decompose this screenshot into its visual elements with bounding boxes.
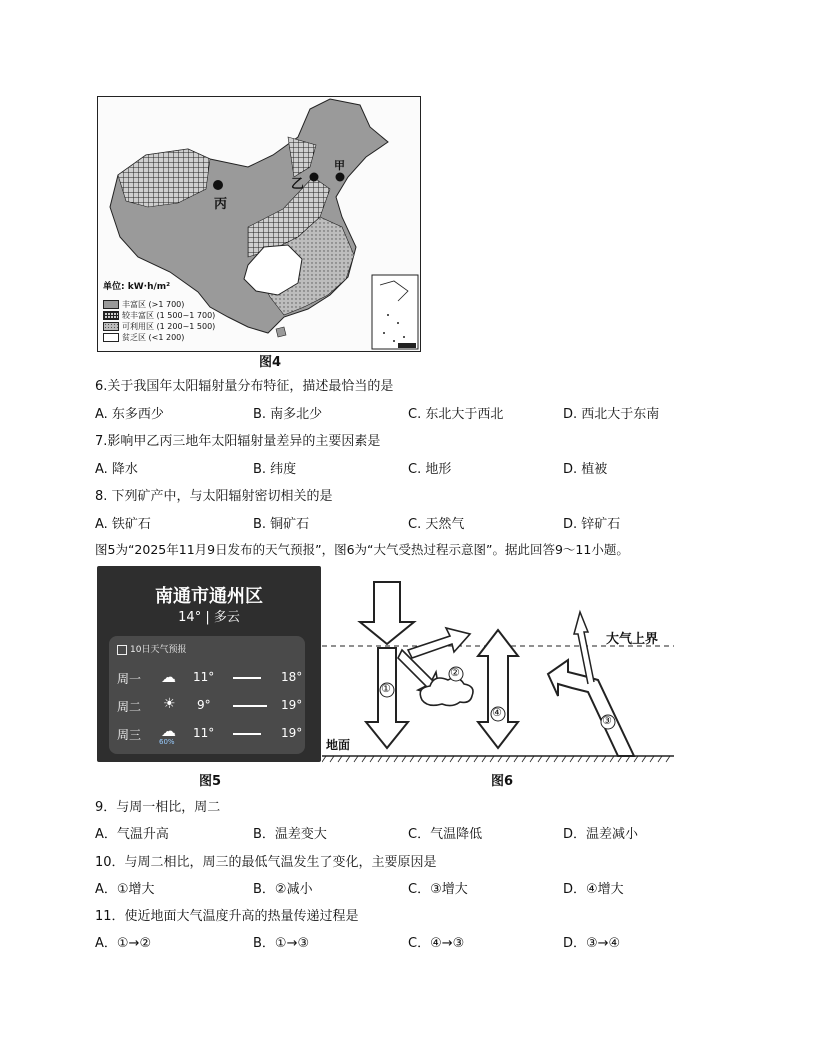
q6-option-b[interactable]: B. 南多北少 [253,407,323,422]
solar-incoming-arrow [360,582,414,644]
point-yi [310,173,319,182]
low-temp: 9° [197,698,211,712]
q8-option-a[interactable]: A. 铁矿石 [95,517,151,532]
arrow-1 [366,648,408,748]
label-jia: 甲 [334,159,345,172]
q9-option-c[interactable]: C．气温降低 [408,827,483,842]
legend-label: 丰富区 (>1 700) [122,300,185,309]
rain-cloud-icon: ☁ [161,722,176,740]
mark-2: ② [450,666,460,679]
q6-stem: 6.关于我国年太阳辐射量分布特征，描述最恰当的是 [95,379,394,394]
legend-swatch [103,311,119,320]
current-weather: 14° | 多云 [178,610,240,625]
q6-option-a[interactable]: A. 东多西少 [95,407,164,422]
label-yi: 乙 [291,177,305,192]
atmosphere-top-label: 大气上界 [606,632,659,647]
map-legend [103,299,215,343]
label-bing: 丙 [214,197,228,212]
space-escape-arrow [574,612,594,684]
q11-option-a[interactable]: A．①→② [95,936,152,951]
q10-option-b[interactable]: B．②减小 [253,882,313,897]
q10-option-d[interactable]: D．④增大 [563,882,624,897]
point-bing [213,180,223,190]
hainan-island [276,327,286,337]
map-unit: 单位: kW·h/m² [103,282,171,292]
legend-label: 较丰富区 (1 500~1 700) [122,311,216,320]
legend-item [103,332,215,343]
legend-label: 可利用区 (1 200~1 500) [122,322,216,331]
reflect-arrow [408,628,470,658]
mark-3: ③ [602,714,612,727]
q11-option-b[interactable]: B．①→③ [253,936,310,951]
q7-option-c[interactable]: C. 地形 [408,462,452,477]
location-title: 南通市通州区 [155,586,263,607]
calendar-icon [117,645,127,655]
q8-option-b[interactable]: B. 铜矿石 [253,517,310,532]
forecast-panel [109,636,305,754]
q6-option-d[interactable]: D. 西北大于东南 [563,407,660,422]
q9-stem: 9．与周一相比，周二 [95,800,221,815]
q10-stem: 10．与周二相比，周三的最低气温发生了变化，主要原因是 [95,855,437,870]
q8-stem: 8. 下列矿产中，与太阳辐射密切相关的是 [95,489,333,504]
forecast-panel-title [117,642,186,655]
forecast-row-tue [117,694,301,718]
q7-option-b[interactable]: B. 纬度 [253,462,297,477]
temp-range-bar [233,733,261,735]
forecast-row-mon [117,666,301,690]
fig5-caption: 图5 [199,774,222,789]
high-temp: 19° [281,726,303,740]
country-outline [110,99,388,333]
legend-swatch [103,322,119,331]
q7-option-d[interactable]: D. 植被 [563,462,608,477]
q6-option-c[interactable]: C. 东北大于西北 [408,407,504,422]
q9-option-d[interactable]: D．温差减小 [563,827,639,842]
temp-range-bar [233,705,267,707]
q10-option-a[interactable]: A．①增大 [95,882,155,897]
arrow-4 [478,630,518,748]
point-jia [336,173,345,182]
low-temp: 11° [193,670,215,684]
solar-radiation-map [97,96,421,352]
q9-option-a[interactable]: A．气温升高 [95,827,169,842]
legend-item [103,321,215,332]
weather-screenshot [97,566,321,762]
q8-option-d[interactable]: D. 锌矿石 [563,517,621,532]
legend-item [103,310,215,321]
south-china-sea-inset [372,275,418,349]
q7-option-a[interactable]: A. 降水 [95,462,138,477]
q7-stem: 7.影响甲乙丙三地年太阳辐射量差异的主要因素是 [95,434,381,449]
forecast-row-wed [117,722,301,746]
legend-swatch [103,300,119,309]
low-temp: 11° [193,726,215,740]
legend-item [103,299,215,310]
day-label: 周三 [117,728,142,742]
legend-label: 贫乏区 (<1 200) [122,333,185,342]
q9-option-b[interactable]: B．温差变大 [253,827,327,842]
legend-swatch [103,333,119,342]
heating-diagram-graphic [322,572,674,764]
high-temp: 18° [281,670,303,684]
ground-label: 地面 [326,738,351,752]
sun-icon: ☀ [163,696,176,712]
high-temp: 19° [281,698,303,712]
forecast-panel-title-text: 10日天气预报 [130,645,187,655]
temp-range-bar [233,677,261,679]
intro-text: 图5为“2025年11月9日发布的天气预报”，图6为“大气受热过程示意图”。据此回答9～11小题。 [95,542,629,557]
mark-1: ① [381,682,391,695]
atmosphere-heating-diagram [322,572,674,764]
precip-chance: 60% [159,738,175,746]
q11-option-d[interactable]: D．③→④ [563,936,621,951]
q11-stem: 11．使近地面大气温度升高的热量传递过程是 [95,909,359,924]
day-label: 周二 [117,700,142,714]
cloud-icon: ☁ [161,668,176,686]
fig6-caption: 图6 [491,774,514,789]
q11-option-c[interactable]: C．④→③ [408,936,465,951]
mark-4: ④ [492,706,502,719]
day-label: 周一 [117,672,142,686]
q10-option-c[interactable]: C．③增大 [408,882,468,897]
fig4-caption: 图4 [259,355,282,370]
q8-option-c[interactable]: C. 天然气 [408,517,465,532]
